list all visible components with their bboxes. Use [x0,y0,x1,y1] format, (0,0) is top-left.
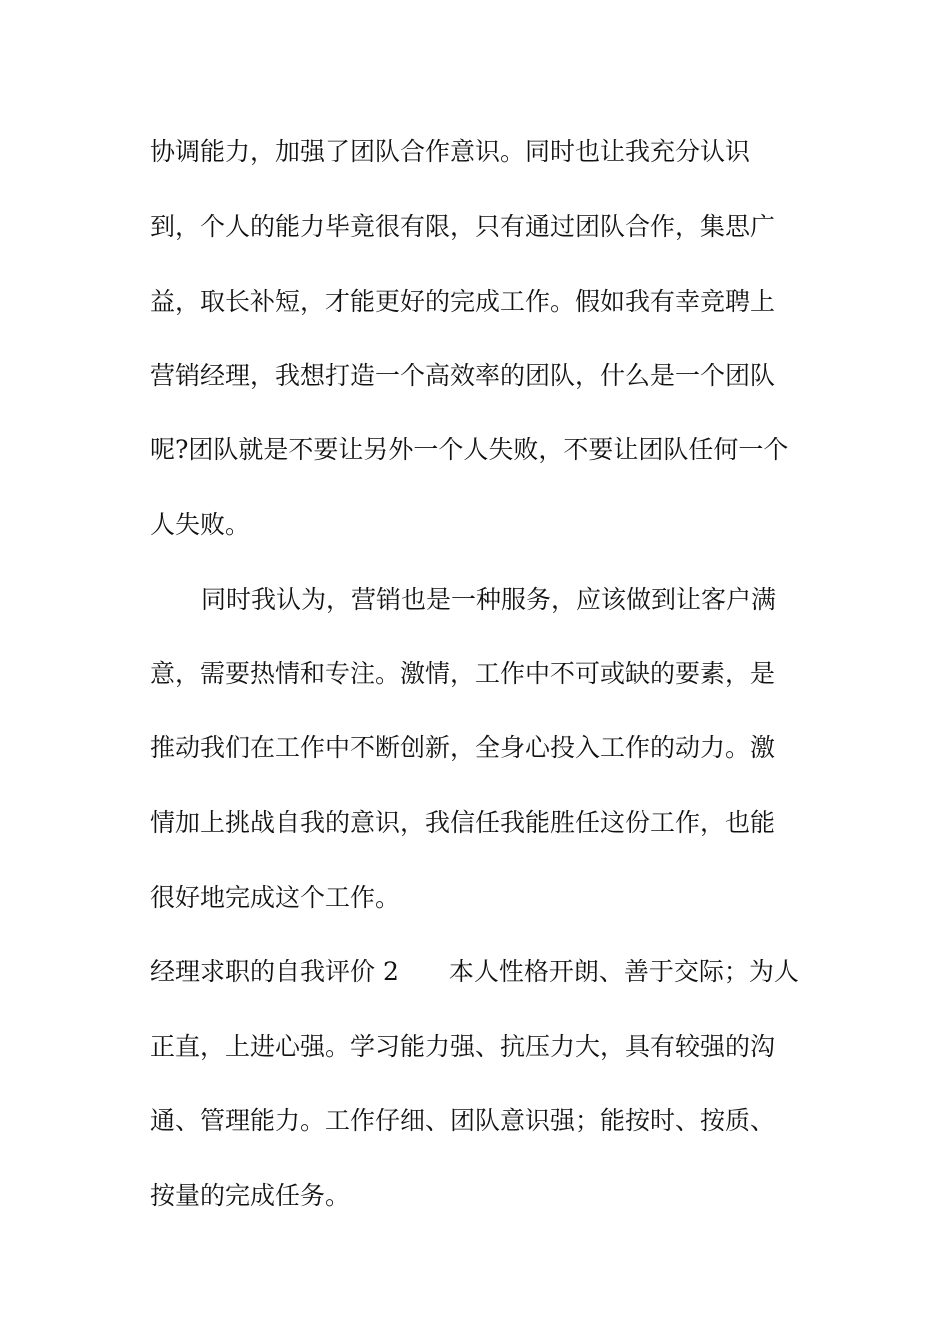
text-line-11: 很好地完成这个工作。 [150,883,401,912]
text-line-4: 营销经理，我想打造一个高效率的团队，什么是一个团队 [150,361,776,390]
text-line-6: 人失败。 [150,510,251,539]
text-line-3: 益，取长补短，才能更好的完成工作。假如我有幸竞聘上 [150,287,776,316]
text-line-1: 协调能力，加强了团队合作意识。同时也让我充分认识 [150,137,751,166]
text-line-13: 正直，上进心强。学习能力强、抗压力大，具有较强的沟 [150,1032,776,1061]
text-line-12: 经理求职的自我评价 2 本人性格开朗、善于交际；为人 [150,957,799,986]
text-line-9: 推动我们在工作中不断创新，全身心投入工作的动力。激 [150,733,776,762]
text-line-5: 呢?团队就是不要让另外一个人失败，不要让团队任何一个 [150,435,789,464]
text-line-15: 按量的完成任务。 [150,1181,351,1210]
text-line-14: 通、管理能力。工作仔细、团队意识强；能按时、按质、 [150,1106,776,1135]
text-line-8: 意，需要热情和专注。激情，工作中不可或缺的要素，是 [150,659,776,688]
text-line-7: 同时我认为，营销也是一种服务，应该做到让客户满 [201,585,777,614]
text-line-10: 情加上挑战自我的意识，我信任我能胜任这份工作，也能 [150,808,776,837]
text-line-2: 到，个人的能力毕竟很有限，只有通过团队合作，集思广 [150,212,776,241]
